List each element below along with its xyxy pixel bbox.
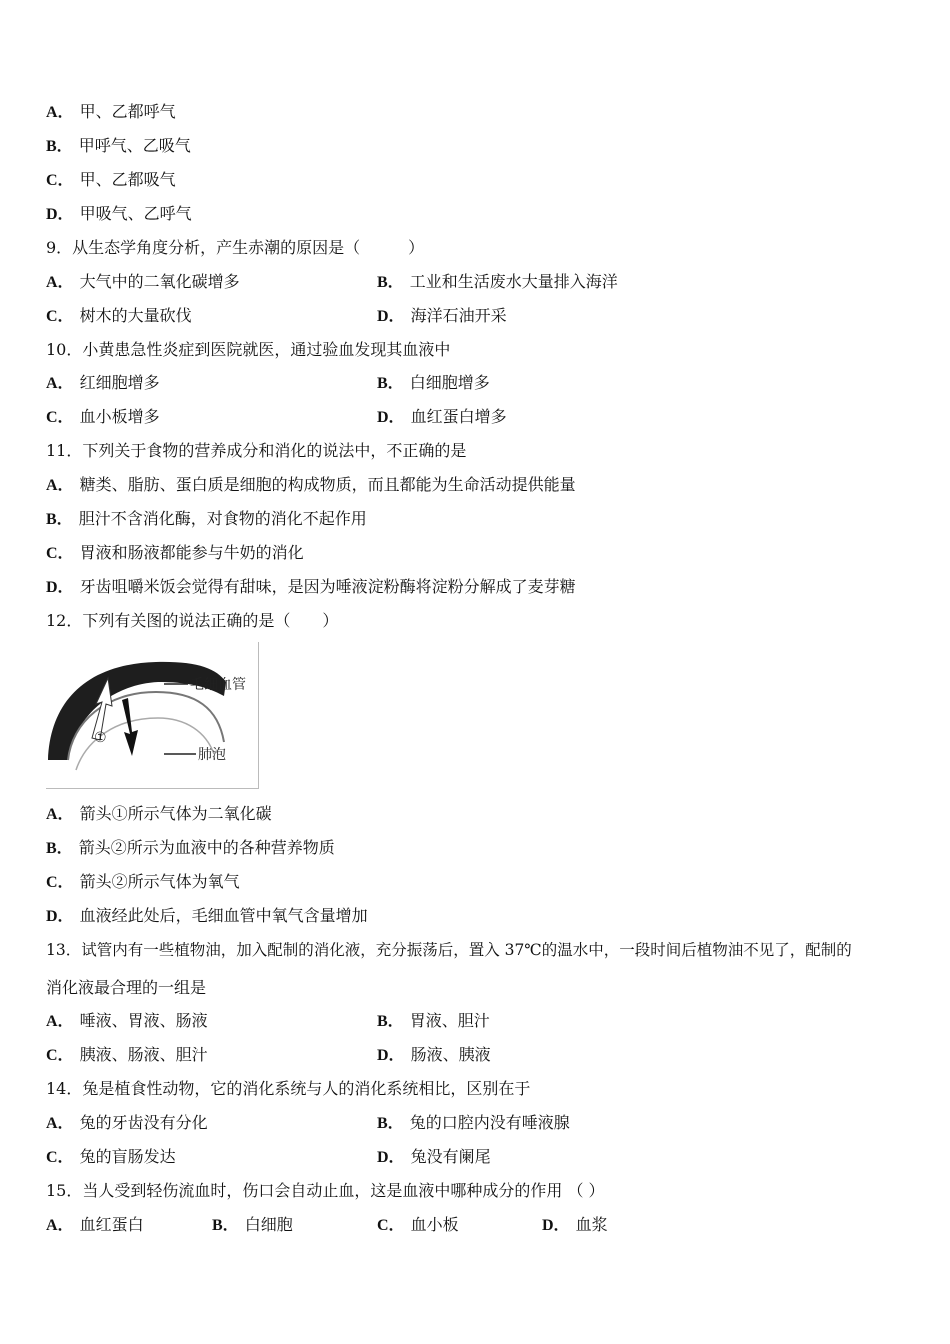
q13-option-a: A． 唾液、胃液、肠液 bbox=[46, 1011, 208, 1030]
q13-stem-line1: 13．试管内有一些植物油，加入配制的消化液，充分振荡后，置入 37℃的温水中，一段时间后植物油不见了，配制的 bbox=[46, 941, 852, 959]
alveolus-label: 肺泡 bbox=[198, 747, 226, 763]
figure-marker-1: ① bbox=[94, 730, 107, 746]
q8-option-b: B． 甲呼气、乙吸气 bbox=[46, 136, 191, 155]
alveolus-diagram bbox=[46, 642, 258, 788]
q15-option-b: B． 白细胞 bbox=[212, 1215, 293, 1234]
q15-stem: 15．当人受到轻伤流血时，伤口会自动止血，这是血液中哪种成分的作用 （ ） bbox=[46, 1181, 605, 1200]
q14-option-a: A． 兔的牙齿没有分化 bbox=[46, 1113, 208, 1132]
q11-stem: 11．下列关于食物的营养成分和消化的说法中，不正确的是 bbox=[46, 441, 467, 460]
q14-option-d: D． 兔没有阑尾 bbox=[377, 1147, 491, 1166]
q11-option-a: A． 糖类、脂肪、蛋白质是细胞的构成物质，而且都能为生命活动提供能量 bbox=[46, 475, 576, 494]
q12-stem: 12．下列有关图的说法正确的是（ ） bbox=[46, 611, 339, 630]
arrow-1-icon bbox=[122, 698, 138, 756]
q8-option-c: C． 甲、乙都吸气 bbox=[46, 170, 176, 189]
alveolus-figure bbox=[46, 642, 259, 789]
q13-option-c: C． 胰液、肠液、胆汁 bbox=[46, 1045, 208, 1064]
q12-option-a: A． 箭头①所示气体为二氧化碳 bbox=[46, 804, 272, 823]
q10-stem: 10．小黄患急性炎症到医院就医，通过验血发现其血液中 bbox=[46, 340, 451, 359]
q10-option-b: B． 白细胞增多 bbox=[377, 373, 490, 392]
q14-stem: 14．兔是植食性动物，它的消化系统与人的消化系统相比，区别在于 bbox=[46, 1079, 531, 1098]
q8-option-d: D． 甲吸气、乙呼气 bbox=[46, 204, 192, 223]
q15-option-d: D． 血浆 bbox=[542, 1215, 608, 1234]
q8-option-a: A． 甲、乙都呼气 bbox=[46, 102, 176, 121]
q12-option-c: C． 箭头②所示气体为氧气 bbox=[46, 872, 240, 891]
q9-option-b: B． 工业和生活废水大量排入海洋 bbox=[377, 272, 618, 291]
q9-stem: 9．从生态学角度分析，产生赤潮的原因是（ ） bbox=[46, 238, 425, 257]
q12-option-d: D． 血液经此处后，毛细血管中氧气含量增加 bbox=[46, 906, 368, 925]
q14-option-b: B． 兔的口腔内没有唾液腺 bbox=[377, 1113, 570, 1132]
q15-option-a: A． 血红蛋白 bbox=[46, 1215, 144, 1234]
q14-option-c: C． 兔的盲肠发达 bbox=[46, 1147, 176, 1166]
q9-option-a: A． 大气中的二氧化碳增多 bbox=[46, 272, 240, 291]
q10-option-c: C． 血小板增多 bbox=[46, 407, 160, 426]
q9-option-c: C． 树木的大量砍伐 bbox=[46, 306, 192, 325]
capillary-label: 毛细血管 bbox=[190, 677, 246, 693]
q13-option-b: B． 胃液、胆汁 bbox=[377, 1011, 490, 1030]
q13-stem-line2: 消化液最合理的一组是 bbox=[46, 978, 207, 997]
q12-option-b: B． 箭头②所示为血液中的各种营养物质 bbox=[46, 838, 335, 857]
q10-option-a: A． 红细胞增多 bbox=[46, 373, 160, 392]
q10-option-d: D． 血红蛋白增多 bbox=[377, 407, 507, 426]
q11-option-c: C． 胃液和肠液都能参与牛奶的消化 bbox=[46, 543, 304, 562]
q13-option-d: D． 肠液、胰液 bbox=[377, 1045, 491, 1064]
q11-option-b: B． 胆汁不含消化酶，对食物的消化不起作用 bbox=[46, 509, 367, 528]
q9-option-d: D． 海洋石油开采 bbox=[377, 306, 507, 325]
q15-option-c: C． 血小板 bbox=[377, 1215, 459, 1234]
q11-option-d: D． 牙齿咀嚼米饭会觉得有甜味，是因为唾液淀粉酶将淀粉分解成了麦芽糖 bbox=[46, 577, 576, 596]
